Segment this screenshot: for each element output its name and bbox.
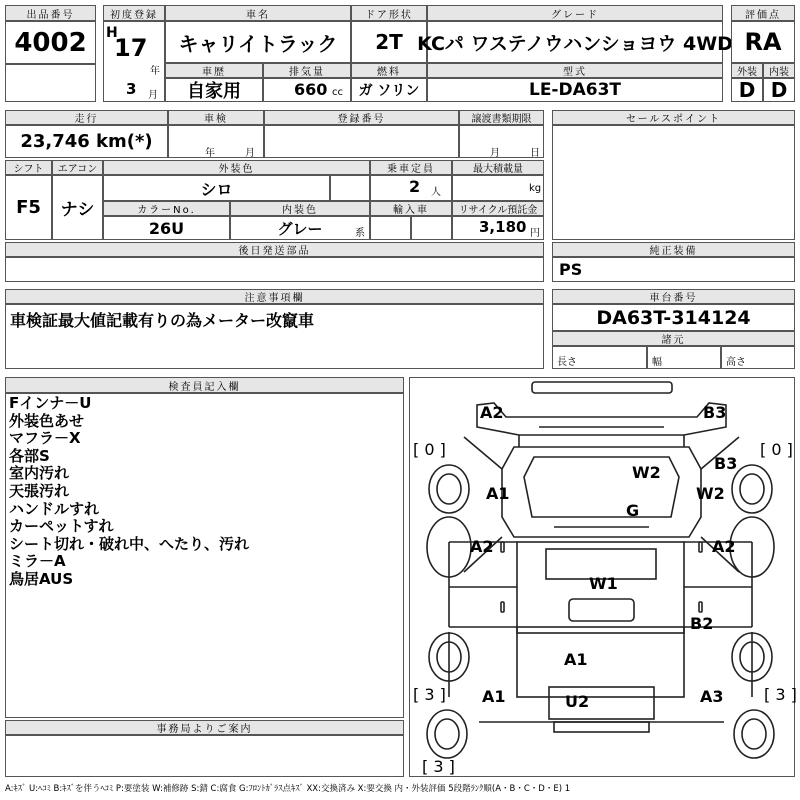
caution-cell (5, 304, 544, 369)
interior-header: 内装 (763, 63, 795, 78)
displacement-unit: cc (332, 87, 343, 98)
dim-length-label: 長さ (557, 357, 577, 368)
interior-grade: D (770, 78, 788, 102)
capacity-unit: 人 (431, 187, 441, 198)
import-cell-b (411, 216, 452, 240)
registration-header: 登録番号 (264, 110, 459, 125)
ext-color-value: シロ (200, 179, 233, 199)
ext-color-extra (330, 175, 370, 201)
interior-cell (763, 78, 795, 102)
car-name-cell (165, 21, 351, 63)
history-cell (165, 78, 263, 102)
diag-label: W2 (696, 484, 725, 503)
grade-header: グレード (427, 5, 723, 21)
office-header: 事務局よりご案内 (5, 720, 404, 735)
diag-label: B3 (714, 454, 738, 473)
displacement-header: 排気量 (263, 63, 351, 78)
first-reg-month: 3 (126, 80, 137, 98)
import-cell-a (370, 216, 411, 240)
shift-header: シフト (5, 160, 52, 175)
score-cell (731, 21, 795, 63)
diag-label: W1 (589, 574, 618, 593)
import-header: 輸入車 (370, 201, 452, 216)
year-unit: 年 (150, 66, 160, 77)
car-name-header: 車名 (165, 5, 351, 21)
inspector-notes (9, 395, 249, 589)
shift-value: F5 (16, 197, 41, 218)
dim-width-label: 幅 (652, 357, 662, 368)
lot-no-cell (5, 21, 96, 64)
month-unit: 月 (148, 90, 158, 101)
inspection-cell (168, 125, 264, 158)
inspector-note: 天張汚れ (9, 481, 70, 500)
recycle-unit: 円 (530, 228, 540, 239)
recycle-value: 3,180 (479, 218, 527, 236)
transfer-month-unit: 月 (490, 148, 500, 159)
inspector-note: ミラ－A (9, 552, 66, 571)
diag-label: B2 (690, 614, 714, 633)
inspector-note: 外装色あせ (9, 411, 85, 430)
chassis-value: DA63T-314124 (596, 306, 751, 329)
fuel-value: ガ ソリン (358, 83, 420, 99)
load-unit: kg (529, 183, 542, 194)
ext-color-cell (103, 175, 330, 201)
aircon-header: エアコン (52, 160, 103, 175)
transfer-header: 譲渡書類期限 (459, 110, 544, 125)
diag-label: A1 (482, 687, 506, 706)
registration-cell (264, 125, 459, 158)
caution-value: 車検証最大値記載有りの為メーター改竄車 (10, 311, 315, 330)
diag-label: B3 (703, 403, 727, 422)
capacity-cell (370, 175, 452, 201)
inspection-header: 車検 (168, 110, 264, 125)
parts-cell (5, 257, 544, 282)
genuine-cell (552, 257, 795, 282)
sales-points-cell (552, 125, 795, 240)
inspector-note: マフラ－X (9, 429, 81, 448)
dimensions-header: 諸元 (552, 331, 795, 346)
inspector-notes-cell (5, 393, 404, 718)
recycle-header: リサイクル預託金 (452, 201, 544, 216)
footer-legend: A:ｷｽﾞ U:ﾍｺﾐ B:ｷｽﾞを伴うﾍｺﾐ P:要塗装 W:補修跡 S:錆 C:腐食 G:ﾌﾛﾝﾄｶﾞﾗｽ点ｷｽﾞ XX:交換済み X:要交換 内・外装評価 5段階ﾗﾝｸ順(A・B・C・D・E) 1 (5, 784, 571, 794)
grade-cell (417, 21, 733, 63)
diag-bracket: [ 0 ] (413, 440, 446, 459)
door-header: ドア形状 (351, 5, 427, 21)
model-cell (427, 78, 723, 102)
ext-color-header: 外装色 (103, 160, 370, 175)
fuel-cell (351, 78, 427, 102)
capacity-value: 2 (409, 177, 421, 196)
inspection-month-unit: 月 (245, 148, 255, 159)
exterior-grade: D (738, 78, 756, 102)
diag-bracket: [ 0 ] (760, 440, 793, 459)
inspector-note: カーペットすれ (9, 517, 114, 536)
inspector-note: Fインナ－U (9, 394, 92, 412)
displacement-cell (263, 78, 351, 102)
transfer-cell (459, 125, 544, 158)
history-header: 車歴 (165, 63, 263, 78)
exterior-cell (731, 78, 763, 102)
inspector-note: シート切れ・破れ中、へたり、汚れ (9, 534, 250, 553)
diag-label: U2 (565, 692, 590, 711)
model-header: 型式 (427, 63, 723, 78)
caution-header: 注意事項欄 (5, 289, 544, 304)
mileage-header: 走行 (5, 110, 168, 125)
chassis-header: 車台番号 (552, 289, 795, 304)
chassis-cell (552, 304, 795, 331)
history-value: 自家用 (187, 81, 241, 102)
inspector-note: 室内汚れ (9, 464, 70, 483)
diag-label: A1 (486, 484, 510, 503)
lot-no-header: 出品番号 (5, 5, 96, 21)
transfer-day-unit: 日 (530, 148, 540, 159)
diag-bracket: [ 3 ] (422, 757, 455, 776)
grade-value: KCパ ワステノウハンショヨウ 4WD (417, 32, 733, 55)
diag-label: G (626, 501, 640, 520)
diag-label: W2 (632, 463, 661, 482)
parts-header: 後日発送部品 (5, 242, 544, 257)
dim-height-cell (721, 346, 795, 369)
sales-points-header: セールスポイント (552, 110, 795, 125)
recycle-cell (452, 216, 544, 240)
inspector-note: ハンドルすれ (9, 499, 100, 518)
dim-width-cell (647, 346, 721, 369)
inspector-header: 検査員記入欄 (5, 377, 404, 393)
diag-label: A3 (700, 687, 724, 706)
int-color-unit: 系 (355, 228, 365, 239)
door-cell (351, 21, 427, 63)
fuel-header: 燃料 (351, 63, 427, 78)
genuine-header: 純正装備 (552, 242, 795, 257)
genuine-value: PS (559, 260, 583, 279)
inspection-year-unit: 年 (205, 148, 215, 159)
car-name-value: キャリイトラック (178, 31, 338, 56)
diag-label: A2 (470, 537, 494, 556)
diag-label: A2 (480, 403, 504, 422)
dim-height-label: 高さ (726, 357, 746, 368)
max-load-header: 最大積載量 (452, 160, 544, 175)
int-color-value: グレー (277, 219, 323, 238)
aircon-value: ナシ (60, 200, 95, 220)
first-reg-year: 17 (114, 34, 148, 62)
diag-bracket: [ 3 ] (764, 685, 797, 704)
color-no-header: カラーNo. (103, 201, 230, 216)
era-letter: H (106, 25, 118, 41)
lot-no-blank (5, 64, 96, 102)
office-cell (5, 735, 404, 777)
max-load-cell (452, 175, 544, 201)
inspector-note: 各部S (9, 446, 50, 465)
int-color-header: 内装色 (230, 201, 370, 216)
first-reg-header: 初度登録 (103, 5, 165, 21)
score-value: RA (744, 28, 782, 56)
mileage-cell (5, 125, 168, 158)
capacity-header: 乗車定員 (370, 160, 452, 175)
diag-label: A2 (712, 537, 736, 556)
mileage-value: 23,746 km(*) (20, 131, 153, 152)
diag-label: A1 (564, 650, 588, 669)
diag-bracket: [ 3 ] (413, 685, 446, 704)
color-no-cell (103, 216, 230, 240)
displacement-value: 660 (294, 80, 328, 99)
door-value: 2T (375, 30, 403, 54)
model-value: LE-DA63T (528, 80, 622, 100)
shift-cell (5, 175, 52, 240)
dim-length-cell (552, 346, 647, 369)
first-reg-cell (103, 21, 165, 102)
inspector-note: 鳥居AUS (9, 569, 74, 588)
score-header: 評価点 (731, 5, 795, 21)
aircon-cell (52, 175, 103, 240)
int-color-cell (230, 216, 370, 240)
exterior-header: 外装 (731, 63, 763, 78)
lot-no-value: 4002 (14, 27, 87, 58)
color-no-value: 26U (148, 218, 185, 238)
